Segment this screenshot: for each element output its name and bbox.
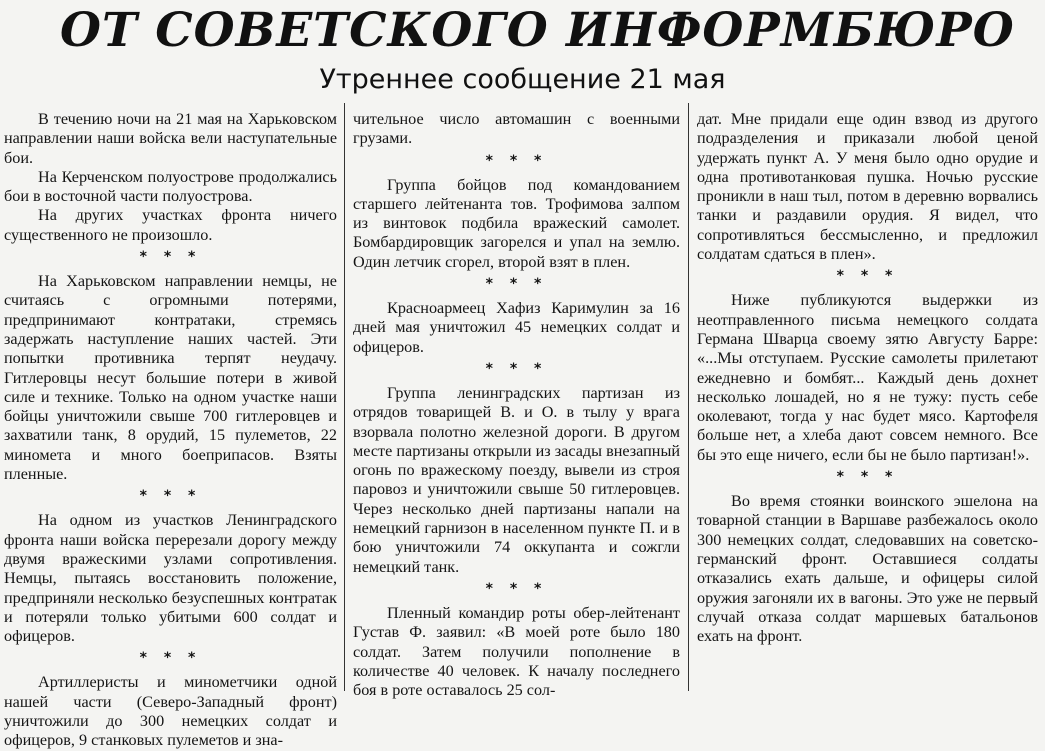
article-paragraph: В течению ночи на 21 мая на Харьковском направлении наши войска вели наступательные бои. <box>4 110 337 167</box>
section-separator: * * * <box>139 249 202 266</box>
section-separator: * * * <box>139 650 202 667</box>
column-1 <box>4 110 337 750</box>
article-paragraph: На Харьковском направлении немцы, не считаясь с огромными потерями, предпринимают контратаки, стремясь задержать наступление наших частей. Эти попытки противника терпят неудачу. Гитлеровцы несут большие потери в живой силе и технике. Только на одном участке наши бойцы уничтожили свыше 700 гитлеровцев и захватили танк, 8 орудий, 15 пулеметов, 22 миномета и много боеприпасов. Взяты пленные. <box>4 272 337 484</box>
section-separator: * * * <box>485 360 548 377</box>
article-paragraph: На Керченском полуострове продолжались бои в восточной части полуострова. <box>4 167 337 206</box>
article-paragraph: чительное число автомашин с военными грузами. <box>353 110 680 148</box>
section-separator: * * * <box>485 152 548 169</box>
article-paragraph: Пленный командир роты обер-лейтенант Густав Ф. заявил: «В моей роте было 180 солдат. Затем получили пополнение в количестве 40 человек. К началу последнего боя в роте оставалось 25 сол- <box>353 603 680 700</box>
article-paragraph: Группа ленинградских партизан из отрядов товарищей В. и О. в тылу у врага взорвала полотно железной дороги. В другом месте партизаны открыли из засады внезапный огонь по вражескому поезду, вывели из строя паровоз и уничтожили свыше 50 гитлеровцев. Через несколько дней партизаны напали на немецкий гарнизон в населенном пункте П. и в бою уничтожили 74 оккупанта и сожгли немецкий танк. <box>353 383 680 576</box>
article-paragraph: На одном из участков Ленинградского фронта наши войска перерезали дорогу между двумя вражескими узлами сопротивления. Немцы, пытаясь восстановить положение, предприняли несколько безуспешных контратак и потеряли только убитыми 600 солдат и офицеров. <box>4 511 337 646</box>
column-divider <box>344 103 345 691</box>
article-paragraph: дат. Мне придали еще один взвод из другого подразделения и приказали любой ценой удержать пункт А. У меня было одно орудие и одна противотанковая пушка. Ночью русские проникли в наш тыл, потом в деревню ворвались танки и раздавили орудия. Я видел, что сопротивляться бессмысленно, и предложил солдатам сдаться в плен». <box>697 110 1038 264</box>
column-divider <box>688 103 689 691</box>
section-separator: * * * <box>485 276 548 293</box>
article-paragraph: Красноармеец Хафиз Каримулин за 16 дней мая уничтожил 45 немецких солдат и офицеров. <box>353 299 680 356</box>
headline: ОТ СОВЕТСКОГО ИНФОРМБЮРО <box>60 3 1015 58</box>
section-separator: * * * <box>836 268 899 285</box>
article-paragraph: Ниже публикуются выдержки из неотправленного письма немецкого солдата Германа Шварца своему зятю Августу Барре: «...Мы отступаем. Русские самолеты прилетают ежедневно и бомбят... Каждый день дохнет несколько лошадей, но я не тужу: пусть себе околевают, тогда у нас будет мясо. Картофеля больше нет, а хлеба дают совсем немного. Все бы это еще ничего, если бы не было партизан!». <box>697 291 1038 464</box>
article-paragraph: Группа бойцов под командованием старшего лейтенанта тов. Трофимова залпом из винтовок подбила вражеский самолет. Бомбардировщик загорелся и упал на землю. Один летчик сгорел, второй взят в плен. <box>353 175 680 271</box>
section-separator: * * * <box>485 580 548 597</box>
section-separator: * * * <box>139 488 202 505</box>
article-paragraph: На других участках фронта ничего существенного не произошло. <box>4 206 337 244</box>
subheadline: Утреннее сообщение 21 мая <box>319 64 726 95</box>
section-separator: * * * <box>836 469 899 486</box>
column-3 <box>697 110 1038 691</box>
article-paragraph: Артиллеристы и минометчики одной нашей части (Северо-Западный фронт) уничтожили до 300 немецких солдат и офицеров, 9 станковых пулеметов и зна- <box>4 673 337 750</box>
article-paragraph: Во время стоянки воинского эшелона на товарной станции в Варшаве разбежалось около 300 немецких солдат, следовавших на советско-германский фронт. Оставшиеся солдаты отказались ехать дальше, и офицеры силой оружия загоняли их в вагоны. Это уже не первый случай отказа солдат маршевых батальонов ехать на фронт. <box>697 492 1038 646</box>
column-2 <box>353 110 680 700</box>
